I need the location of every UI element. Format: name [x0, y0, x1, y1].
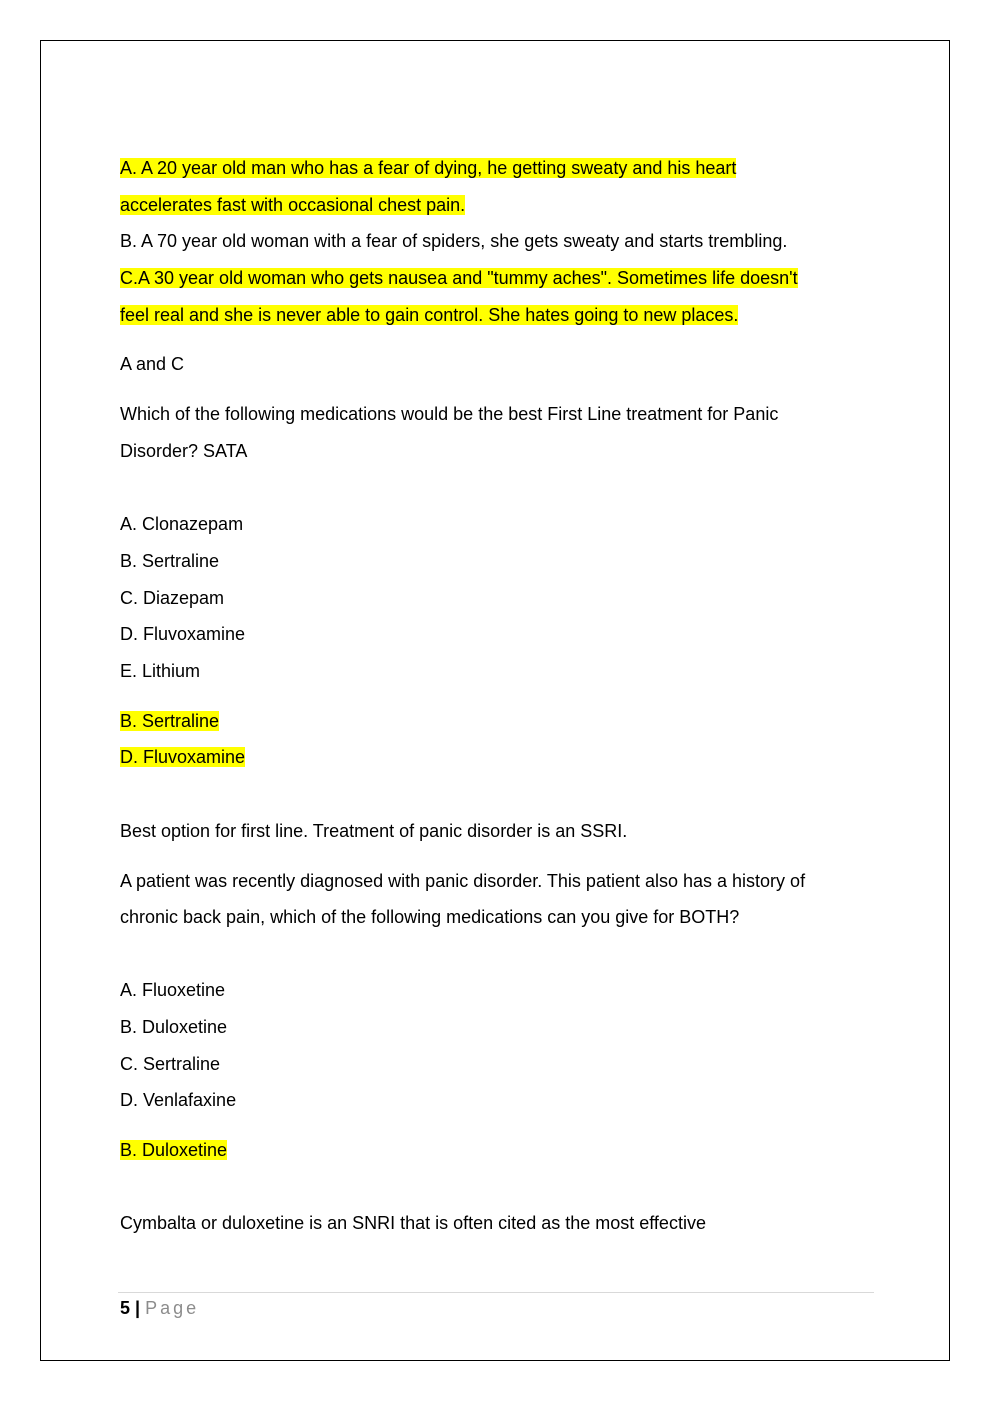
highlight: C.A 30 year old woman who gets nausea and "tummy aches". Sometimes life doesn't	[120, 268, 798, 288]
q2-answer	[120, 709, 219, 733]
q2-option: A. Clonazepam	[120, 514, 244, 534]
q2-question-line2: Disorder? SATA	[120, 441, 248, 461]
highlight: B. Duloxetine	[120, 1140, 228, 1160]
q1-option-a-line1	[120, 156, 736, 180]
q1-option-a-line2	[120, 193, 465, 217]
q2-answer	[120, 745, 245, 769]
highlight: A. A 20 year old man who has a fear of dying, he getting sweaty and his heart	[120, 158, 737, 178]
q2-option: D. Fluvoxamine	[120, 624, 246, 644]
q3-question-line2: chronic back pain, which of the following medications can you give for BOTH?	[120, 907, 740, 927]
q3-option: C. Sertraline	[120, 1054, 221, 1074]
q1-option-c-line1	[120, 266, 798, 290]
footer-rule	[118, 1292, 874, 1293]
highlight: D. Fluvoxamine	[120, 747, 246, 767]
q3-option: A. Fluoxetine	[120, 980, 226, 1000]
q1-option-b: B. A 70 year old woman with a fear of spiders, she gets sweaty and starts trembling.	[120, 231, 788, 251]
page-footer	[120, 1297, 199, 1319]
q2-option: C. Diazepam	[120, 588, 225, 608]
q2-option: B. Sertraline	[120, 551, 220, 571]
q3-question-line1: A patient was recently diagnosed with panic disorder. This patient also has a history of	[120, 871, 806, 891]
page-number: 5	[120, 1298, 131, 1318]
q3-answer	[120, 1138, 227, 1162]
page-label: Page	[145, 1298, 200, 1318]
q2-question-line1: Which of the following medications would be the best First Line treatment for Panic	[120, 404, 779, 424]
q2-rationale: Best option for first line. Treatment of panic disorder is an SSRI.	[120, 821, 628, 841]
q3-option: D. Venlafaxine	[120, 1090, 237, 1110]
q1-option-c-line2	[120, 303, 738, 327]
q3-rationale: Cymbalta or duloxetine is an SNRI that is often cited as the most effective	[120, 1213, 706, 1233]
highlight: accelerates fast with occasional chest pain.	[120, 195, 466, 215]
q3-option: B. Duloxetine	[120, 1017, 228, 1037]
q1-answer: A and C	[120, 354, 185, 374]
highlight: feel real and she is never able to gain control. She hates going to new places.	[120, 305, 739, 325]
footer-separator: |	[135, 1298, 141, 1318]
highlight: B. Sertraline	[120, 711, 220, 731]
q2-option: E. Lithium	[120, 661, 201, 681]
